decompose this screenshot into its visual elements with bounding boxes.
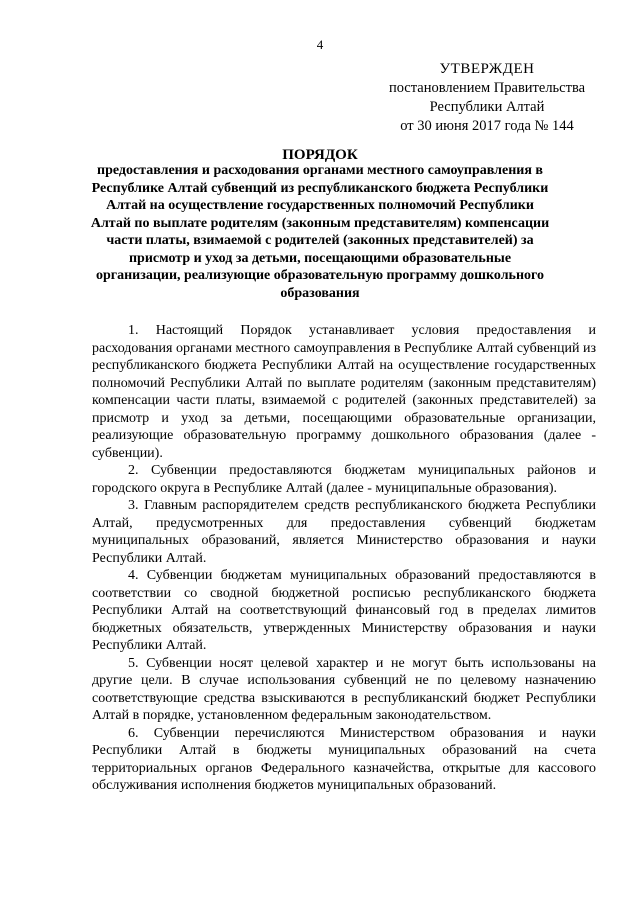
document-subtitle: предоставления и расходования органами местного самоуправления в Республике Алтай субвенций из республиканского бюджета Республики Алтай на осуществление государственных полномочий Республики Алтай по выплате родителям (законным представителям) компенсации части платы, взимаемой с родителей (законных представителей) за присмотр и уход за детьми, посещающими образовательные организации, реализующие образовательную программу дошкольного образования [90,163,550,301]
document-body [92,322,596,795]
paragraph-2: 2. Субвенции предоставляются бюджетам муниципальных районов и городского округа в Республике Алтай (далее - муниципальные образования). [92,463,596,496]
paragraph-6: 6. Субвенции перечисляются Министерством образования и науки Республики Алтай в бюджеты муниципальных образований на счета территориальных органов Федерального казначейства, открытые для кассового обслуживания исполнения бюджетов муниципальных образований. [92,725,596,793]
approval-stamp: УТВЕРЖДЕН [439,61,535,77]
approval-line-1: постановлением Правительства [388,80,586,96]
document-title: ПОРЯДОК [282,147,358,163]
paragraph-1: 1. Настоящий Порядок устанавливает условия предоставления и расходования органами местного самоуправления в Республике Алтай субвенций из республиканского бюджета Республики Алтай на осуществление государственных полномочий Республики Алтай по выплате родителям (законным представителям) компенсации части платы, взимаемой с родителей (законных представителей) за присмотр и уход за детьми, посещающими образовательные организации, реализующие образовательную программу дошкольного образования (далее - субвенции). [92,323,596,461]
page-number: 4 [316,37,324,52]
approval-block [362,60,612,136]
approval-line-2: Республики Алтай [429,99,545,115]
paragraph-3: 3. Главным распорядителем средств республиканского бюджета Республики Алтай, предусмотренных для предоставления субвенций бюджетам муниципальных образований, является Министерство образования и науки Республики Алтай. [92,498,596,566]
paragraph-5: 5. Субвенции носят целевой характер и не могут быть использованы на другие цели. В случае использования субвенций не по целевому назначению соответствующие средства взыскиваются в республиканский бюджет Республики Алтай в порядке, установленном федеральным законодательством. [92,655,596,723]
paragraph-4: 4. Субвенции бюджетам муниципальных образований предоставляются в соответствии со сводной бюджетной росписью республиканского бюджета Республики Алтай на соответствующий финансовый год в пределах лимитов бюджетных обязательств, утвержденных Министерству образования и науки Республики Алтай. [92,568,596,653]
approval-line-3: от 30 июня 2017 года № 144 [400,118,574,134]
